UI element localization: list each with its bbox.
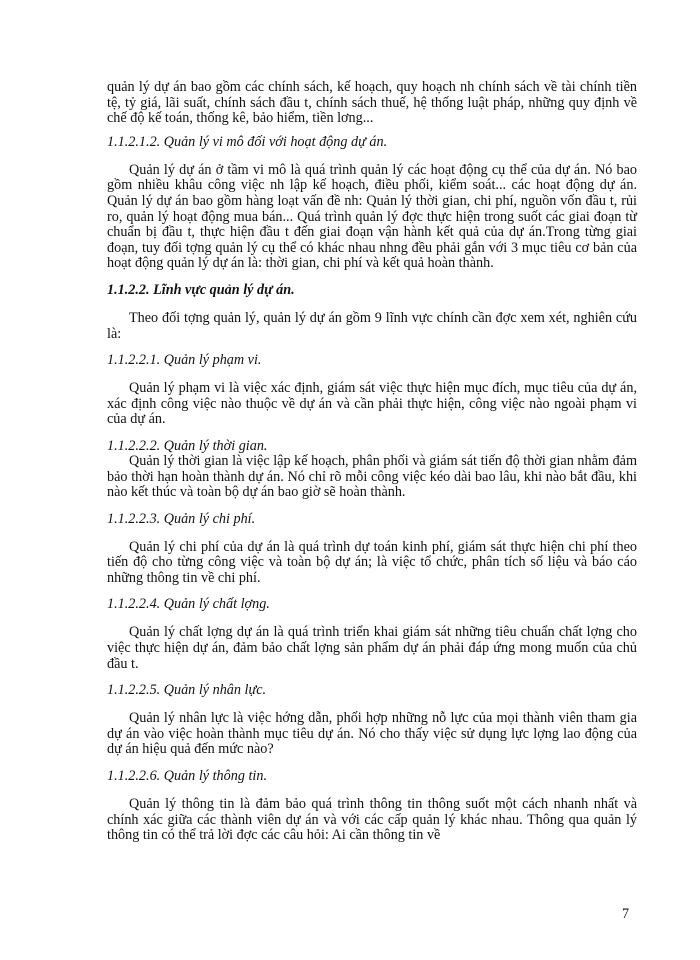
paragraph-policy: quản lý dự án bao gồm các chính sách, kế hoạch, quy hoạch nh chính sách về tài chính tiền tệ, tỷ giá, lãi suất, chính sách đầu t, chính sách thuế, hệ thống luật pháp, những quy định về chế độ kế toán, thống kê, bảo hiểm, tiền lơng...: [107, 79, 637, 127]
page-number: 7: [622, 906, 630, 922]
heading-information: 1.1.2.2.6. Quản lý thông tin.: [107, 768, 267, 785]
paragraph-time: Quản lý thời gian là việc lập kế hoạch, phân phối và giám sát tiến độ thời gian nhằm đảm bảo thời hạn hoàn thành dự án. Nó chỉ rõ mỗi công việc kéo dài bao lâu, khi nào bắt đầu, khi nào kết thúc và toàn bộ dự án bao giờ sẽ hoàn thành.: [107, 452, 637, 501]
heading-fields: 1.1.2.2. Lĩnh vực quản lý dự án.: [107, 281, 295, 298]
heading-time: 1.1.2.2.2. Quản lý thời gian.: [107, 437, 268, 454]
paragraph-human-resources: Quản lý nhân lực là việc hớng dẫn, phối hợp những nỗ lực của mọi thành viên tham gia dự án vào việc hoàn thành mục tiêu dự án. Nó cho thấy việc sử dụng lực lợng lao động của dự án hiệu quả đến mức nào?: [107, 710, 637, 758]
document-page: [107, 80, 637, 844]
heading-title: Quản lý vi mô đối với hoạt động dự án.: [163, 133, 388, 150]
heading-scope: 1.1.2.2.1. Quản lý phạm vi.: [107, 352, 262, 369]
paragraph-quality: Quản lý chất lợng dự án là quá trình triển khai giám sát những tiêu chuẩn chất lợng cho việc thực hiện dự án, đảm bảo chất lợng sản phẩm dự án phải đáp ứng mong muốn của chủ đầu t.: [107, 624, 637, 672]
paragraph-fields: Theo đối tợng quản lý, quản lý dự án gồm 9 lĩnh vực chính cần đợc xem xét, nghiên cứu là:: [107, 309, 637, 342]
paragraph-cost: Quản lý chi phí của dự án là quá trình dự toán kinh phí, giám sát thực hiện chi phí theo tiến độ cho từng công việc và toàn bộ dự án; là việc tổ chức, phân tích số liệu và báo cáo những thông tin về chi phí.: [107, 538, 637, 586]
heading-number: 1.1.2.1.2.: [107, 133, 161, 150]
paragraph-scope: Quản lý phạm vi là việc xác định, giám sát việc thực hiện mục đích, mục tiêu của dự án, xác định công việc nào thuộc về dự án và cần phải thực hiện, công việc nào ngoài phạm vi của dự án.: [107, 380, 637, 428]
paragraph-information: Quản lý thông tin là đảm bảo quá trình thông tin thông suốt một cách nhanh nhất và chính xác giữa các thành viên dự án và với các cấp quản lý khác nhau. Thông qua quản lý thông tin có thể trả lời đợc các câu hỏi: Ai cần thông tin về: [107, 796, 637, 844]
heading-quality: 1.1.2.2.4. Quản lý chất lợng.: [107, 596, 270, 613]
heading-human-resources: 1.1.2.2.5. Quản lý nhân lực.: [107, 682, 267, 699]
paragraph-micro-management: Quản lý dự án ở tầm vi mô là quá trình quản lý các hoạt động cụ thể của dự án. Nó bao gồm nhiều khâu công việc nh lập kế hoạch, điều phối, kiểm soát... các hoạt động dự án. Quản lý dự án bao gồm hàng loạt vấn đề nh: Quản lý thời gian, chi phí, nguồn vốn đầu t, rủi ro, quản lý hoạt động mua bán... Quá trình quản lý đợc thực hiện trong suốt các giai đoạn từ chuẩn bị đầu t, thực hiện đầu t đến giai đoạn vận hành kết quả của dự án.Trong từng giai đoạn, tuy đối tợng quản lý cụ thể có khác nhau nhng đều phải gắn với 3 mục tiêu cơ bản của hoạt động quản lý dự án là: thời gian, chi phí và kết quả hoàn thành.: [107, 161, 637, 272]
heading-micro-management: [107, 134, 637, 150]
heading-cost: 1.1.2.2.3. Quản lý chi phí.: [107, 510, 256, 527]
